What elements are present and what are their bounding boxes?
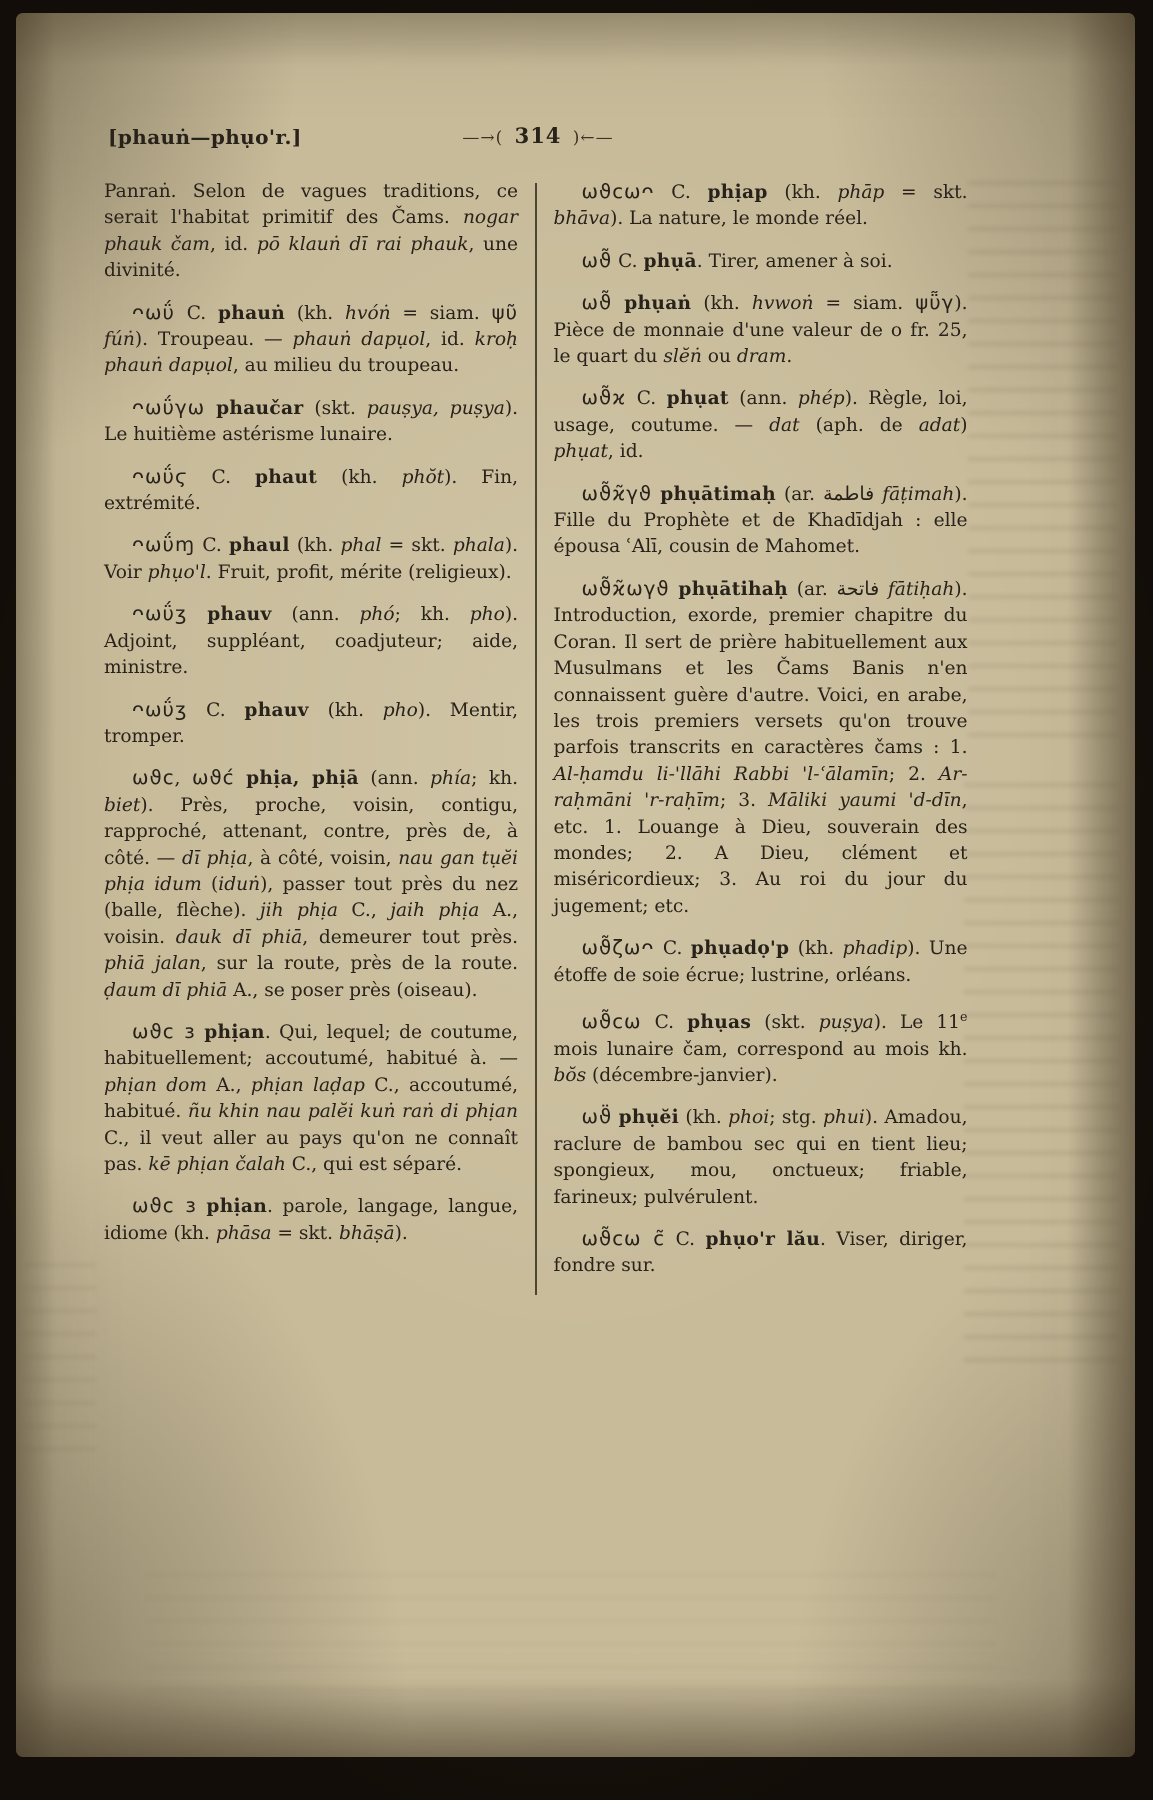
headword: phụātihaḥ bbox=[678, 578, 788, 600]
cham-script: ᴖωΰʒ bbox=[132, 697, 188, 721]
entry-text: phui bbox=[823, 1107, 865, 1129]
dictionary-entry-phiap bbox=[554, 179, 968, 233]
entry-text: (ar. bbox=[775, 483, 824, 505]
entry-text: ). Amadou, raclure de bambou sec qui en tient lieu; spongieux, mou, onctueux; friable, farineux; pulvérulent. bbox=[553, 1107, 968, 1208]
ornament-left-icon: —→( bbox=[462, 128, 504, 148]
entry-text: = siam. bbox=[813, 293, 916, 315]
entry-text: ; kh. bbox=[394, 604, 470, 626]
cham-script: ᴖωΰɱ bbox=[132, 533, 196, 557]
entry-text: C. bbox=[626, 388, 667, 410]
entry-text: (skt. bbox=[751, 1012, 819, 1034]
page-header bbox=[104, 123, 972, 157]
entry-text: ; kh. bbox=[471, 768, 518, 790]
entry-text: ). Une étoffe de soie écrue; lustrine, orléans. bbox=[553, 938, 968, 986]
entry-text: = skt. bbox=[271, 1222, 339, 1244]
entry-text: C., il veut aller au pays qu'on ne connaît pas. bbox=[104, 1127, 518, 1175]
entry-text: (kh. bbox=[308, 699, 383, 721]
bleedthrough-text bbox=[964, 783, 1119, 1363]
entry-text: Māliki yaumi 'd-dīn bbox=[768, 790, 962, 812]
entry-text: adat bbox=[918, 414, 961, 436]
entry-text: , id. bbox=[425, 329, 475, 351]
cham-script: ωϑ̃ϲω ϲ̃ bbox=[581, 1227, 666, 1250]
entry-text: ; stg. bbox=[769, 1107, 824, 1129]
entry-text: C., qui est séparé. bbox=[285, 1154, 463, 1175]
entry-text: jih phịa bbox=[259, 900, 338, 922]
entry-text: (kh. bbox=[285, 302, 345, 324]
cham-script: ωϑ̃ζωᴖ bbox=[581, 936, 655, 960]
bleedthrough-text bbox=[24, 1263, 96, 1463]
entry-text: e bbox=[960, 1008, 968, 1024]
entry-text: , demeurer tout près. bbox=[302, 926, 519, 948]
entry-text: dauk dī phiā bbox=[175, 926, 303, 948]
dictionary-entry-phua bbox=[554, 248, 968, 275]
entry-text bbox=[652, 484, 660, 505]
dictionary-entry-phuatimah bbox=[554, 481, 968, 561]
entry-text: phép bbox=[797, 388, 845, 410]
entry-text: puṣya bbox=[818, 1012, 874, 1034]
dictionary-entry-phuei bbox=[554, 1104, 968, 1211]
entry-text bbox=[187, 604, 207, 625]
entry-text: C. bbox=[654, 938, 691, 960]
dictionary-entry-phuan bbox=[554, 290, 968, 370]
cham-script: ωϑϲ ɜ bbox=[132, 1194, 197, 1218]
entry-text: C. bbox=[174, 302, 218, 324]
cham-script: ωϑ̃ϰ̃ωγϑ bbox=[581, 576, 670, 600]
entry-text: ). Mentir, tromper. bbox=[104, 699, 518, 747]
entry-text: dat bbox=[769, 414, 800, 436]
entry-text: (kh. bbox=[679, 1107, 729, 1129]
entry-range: [phauṅ—phụo'r.] bbox=[108, 125, 302, 149]
entry-text: (ann. bbox=[728, 388, 798, 410]
entry-text: , etc. 1. Louange à Dieu, souverain des mondes; 2. A Dieu, clément et miséricordieux; 3. Au roi du jour du jugement; etc. bbox=[553, 790, 968, 917]
entry-text bbox=[235, 768, 247, 789]
entry-text: , id. bbox=[209, 233, 257, 255]
entry-text: ). Près, proche, voisin, contigu, rapproché, attenant, contre, près de, à côté. — bbox=[104, 794, 518, 869]
arabic-script: فاتحة bbox=[836, 577, 880, 600]
cham-script: ᴖωΰ bbox=[132, 300, 175, 324]
entry-text: ḍaum dī phiā bbox=[104, 979, 228, 1001]
headword: phịa, phịā bbox=[246, 768, 359, 790]
headword: phụo'r lău bbox=[705, 1229, 821, 1250]
entry-text: A., se poser près (oiseau). bbox=[227, 979, 478, 1001]
entry-text: phauṅ dapụol bbox=[292, 329, 426, 351]
entry-text: . parole, langage, langue, idiome (kh. bbox=[104, 1196, 519, 1244]
cham-script: ωϑ̃ϰ̃γϑ bbox=[581, 481, 653, 505]
entry-text: . Fruit, profit, mérite (religieux). bbox=[205, 561, 512, 583]
dictionary-entry-phaut bbox=[104, 464, 518, 518]
arabic-script: فاطمة bbox=[823, 482, 875, 505]
headword: phịan bbox=[204, 1021, 265, 1043]
dictionary-entry-phian-parole bbox=[104, 1193, 518, 1247]
entry-text: ). Fille du Prophète et de Khadīdjah : elle épousa ʿAlī, cousin de Mahomet. bbox=[553, 483, 968, 558]
entry-text: C. bbox=[187, 466, 255, 488]
cham-script: ωϑϲωᴖ bbox=[581, 180, 655, 203]
entry-text: (aph. de bbox=[799, 414, 919, 436]
entry-text: ). Le huitième astérisme lunaire. bbox=[104, 397, 518, 446]
entry-text: ; 2. bbox=[888, 763, 939, 785]
entry-text: pho bbox=[469, 604, 505, 626]
headword: phauv bbox=[244, 699, 309, 721]
cham-script: ψῦ bbox=[491, 300, 518, 324]
dictionary-entry-phuadop bbox=[554, 935, 968, 989]
entry-text: ). La nature, le monde réel. bbox=[610, 208, 868, 230]
entry-text: ). Voir bbox=[104, 535, 518, 583]
entry-text: bŏs bbox=[553, 1064, 587, 1086]
headword: phụadọ'p bbox=[690, 938, 790, 960]
entry-text: nogar phauk čam bbox=[104, 207, 518, 255]
entry-text: pho bbox=[382, 699, 418, 721]
entry-text: slĕṅ bbox=[663, 346, 702, 368]
entry-text: phụat bbox=[553, 441, 608, 463]
entry-text: phịan dom bbox=[104, 1074, 207, 1096]
headword: phụat bbox=[666, 388, 729, 410]
dictionary-entry-phuatihah bbox=[554, 576, 968, 920]
entry-text: bhāva bbox=[553, 208, 611, 230]
entry-text: pauṣya, puṣya bbox=[366, 397, 505, 419]
entry-text: . bbox=[786, 346, 793, 368]
entry-text: jaih phịa bbox=[390, 900, 480, 922]
entry-text: ). Introduction, exorde, premier chapitre du Coran. Il sert de prière habituellement aux Musulmans et les Čams Banis n'en connaissent guère d'autre. Voici, en arabe, les trois premiers versets qu'on trouve parfois transcrits en caractères čams : 1. bbox=[553, 578, 968, 759]
entry-text: ), passer tout près du nez (balle, flèche). bbox=[104, 873, 518, 922]
cham-script: ᴖωΰγω bbox=[132, 395, 206, 419]
dictionary-entry-phaun bbox=[104, 300, 518, 380]
entry-text: fāṭimah bbox=[882, 483, 955, 505]
headword: phaul bbox=[229, 535, 290, 557]
entry-text: bhāṣā bbox=[338, 1222, 395, 1244]
right-column bbox=[554, 179, 968, 1295]
entry-text: dī phịa bbox=[181, 847, 248, 869]
entry-text: C. bbox=[187, 699, 245, 721]
book-page bbox=[16, 13, 1135, 1757]
entry-text: , au milieu du troupeau. bbox=[232, 355, 460, 377]
entry-text: phiā jalan bbox=[104, 953, 201, 975]
entry-text: ). Le 11 bbox=[873, 1012, 961, 1034]
entry-text: ). Troupeau. — bbox=[134, 329, 293, 351]
entry-text: ). Adjoint, suppléant, coadjuteur; aide, ministre. bbox=[104, 604, 518, 679]
dictionary-entry-phian-qui bbox=[104, 1019, 518, 1178]
cham-script: ᴖωΰϛ bbox=[132, 464, 188, 488]
cham-script: ωϑ̃ϲω bbox=[581, 1010, 642, 1034]
headword: phauv bbox=[207, 604, 272, 626]
entry-text: (kh. bbox=[789, 938, 843, 960]
entry-text: , une divinité. bbox=[104, 233, 518, 282]
entry-text bbox=[197, 1196, 207, 1217]
entry-text: = siam. bbox=[390, 302, 492, 324]
entry-text bbox=[612, 293, 624, 314]
entry-text: phó bbox=[359, 604, 395, 626]
entry-text: phụo'l bbox=[147, 561, 206, 583]
headword: phụĕi bbox=[618, 1107, 680, 1129]
page-number: 314 bbox=[514, 123, 562, 148]
entry-text: , bbox=[174, 768, 192, 790]
entry-text: phāsa bbox=[215, 1222, 272, 1244]
entry-text: (kh. bbox=[691, 293, 752, 315]
entry-text: ). Fin, extrémité. bbox=[104, 466, 518, 515]
cham-script: ωϑ̃ϰ bbox=[581, 386, 627, 410]
headword: phaučar bbox=[216, 397, 304, 419]
entry-text: . Viser, diriger, fondre sur. bbox=[553, 1229, 968, 1277]
cham-script: ωϑ̃ bbox=[581, 248, 613, 272]
entry-text: = skt. bbox=[381, 535, 453, 557]
entry-text: phadip bbox=[842, 938, 908, 960]
entry-text: ). Pièce de monnaie d'une valeur de o fr. 25, le quart du bbox=[553, 293, 968, 368]
headword: phụas bbox=[687, 1012, 752, 1034]
cham-script: ᴖωΰʒ bbox=[132, 602, 188, 626]
entry-text bbox=[879, 579, 888, 600]
entry-text: . Tirer, amener à soi. bbox=[696, 250, 893, 272]
entry-text: (ann. bbox=[358, 768, 431, 790]
entry-text: , id. bbox=[607, 441, 644, 463]
entry-text: hvóṅ bbox=[344, 302, 391, 324]
entry-text: iduṅ bbox=[218, 873, 261, 895]
text-columns bbox=[104, 179, 972, 1295]
entry-text: biet bbox=[104, 794, 141, 816]
headword: phụaṅ bbox=[624, 293, 692, 315]
dictionary-entry-phaul bbox=[104, 532, 518, 586]
entry-text: mois lunaire čam, correspond au mois kh. bbox=[553, 1038, 968, 1060]
cham-script: ωϑϲ́ bbox=[191, 766, 235, 790]
entry-text: phala bbox=[452, 535, 505, 557]
entry-text: A., bbox=[206, 1074, 251, 1096]
bleedthrough-text bbox=[146, 1573, 996, 1703]
left-column bbox=[104, 179, 518, 1295]
bleedthrough-text bbox=[968, 181, 1118, 741]
entry-text: . Qui, lequel; de coutume, habituellement; accoutumé, habitué à. — bbox=[104, 1021, 519, 1070]
cham-script: ψῧγ bbox=[915, 291, 955, 315]
ornament-right-icon: )←— bbox=[572, 128, 614, 148]
printed-area bbox=[104, 123, 972, 1295]
dictionary-entry-panran-continuation bbox=[104, 179, 518, 285]
dictionary-entry-phuas bbox=[554, 1004, 968, 1089]
column-divider bbox=[535, 183, 537, 1295]
entry-text: A., voisin. bbox=[104, 900, 518, 948]
cham-script: ωϑ̈ bbox=[581, 1105, 613, 1129]
entry-text: phịan laḍap bbox=[250, 1074, 365, 1096]
entry-text: C. bbox=[641, 1012, 688, 1034]
entry-text bbox=[205, 398, 216, 419]
entry-text: dram bbox=[736, 346, 787, 368]
entry-text bbox=[196, 1022, 204, 1043]
dictionary-entry-phuor-lau bbox=[554, 1226, 968, 1280]
headword: phaut bbox=[254, 466, 318, 488]
entry-text: ; 3. bbox=[719, 790, 769, 812]
dictionary-entry-phuat bbox=[554, 385, 968, 465]
entry-text: C. bbox=[612, 250, 644, 272]
cham-script: ωϑϲ ɜ bbox=[132, 1019, 196, 1043]
entry-text: (ar. bbox=[787, 578, 837, 600]
headword: phịan bbox=[206, 1196, 268, 1218]
entry-text: C. bbox=[665, 1229, 706, 1250]
entry-text: fúṅ bbox=[104, 329, 135, 351]
cham-script: ωϑϲ bbox=[132, 766, 175, 790]
entry-text: phāp bbox=[837, 182, 885, 203]
entry-text: phía bbox=[430, 768, 472, 790]
dictionary-entry-phauv-adjoint bbox=[104, 601, 518, 681]
entry-text: (kh. bbox=[289, 535, 341, 557]
entry-text: pō klauṅ dī rai phauk bbox=[256, 233, 469, 255]
entry-text: (kh. bbox=[317, 466, 402, 488]
entry-text: , à côté, voisin, bbox=[247, 847, 399, 869]
entry-text: C., bbox=[337, 900, 391, 922]
entry-text: fātiḥah bbox=[887, 578, 955, 600]
headword: phụātimaḥ bbox=[660, 483, 776, 505]
headword: phauṅ bbox=[217, 302, 286, 324]
entry-text: C. bbox=[654, 182, 708, 203]
entry-text: Ar-raḥmāni 'r-raḥīm bbox=[553, 763, 968, 812]
headword: phụā bbox=[643, 250, 697, 272]
entry-text: phoi bbox=[728, 1107, 770, 1129]
entry-text: (skt. bbox=[303, 397, 367, 419]
entry-text: nau gan tụĕi phịa idum bbox=[104, 847, 518, 895]
entry-text: ). bbox=[394, 1222, 408, 1244]
entry-text: C. bbox=[195, 535, 230, 557]
entry-text: (décembre-janvier). bbox=[586, 1064, 778, 1086]
entry-text: phŏt bbox=[401, 466, 445, 488]
entry-text: C., accoutumé, habitué. bbox=[104, 1074, 519, 1123]
entry-text: phal bbox=[340, 535, 382, 557]
entry-text: Panraṅ. Selon de vagues traditions, ce serait l'habitat primitif des Čams. bbox=[104, 181, 518, 229]
dictionary-entry-phauv-mentir bbox=[104, 697, 518, 751]
entry-text: hvwoṅ bbox=[751, 293, 814, 315]
entry-text: kroḥ phauṅ dapụol bbox=[104, 329, 518, 377]
entry-text: ( bbox=[201, 873, 219, 895]
entry-text: = skt. bbox=[884, 182, 968, 203]
entry-text: ñu khin nau palĕi kuṅ raṅ di phịan bbox=[187, 1101, 518, 1123]
entry-text: , sur la route, près de la route. bbox=[200, 953, 518, 975]
dictionary-entry-phaucar bbox=[104, 395, 518, 449]
entry-text: kē phịan čalah bbox=[148, 1154, 286, 1175]
dictionary-entry-phia bbox=[104, 765, 518, 1004]
entry-text: ou bbox=[701, 346, 737, 368]
entry-text: ). Règle, loi, usage, coutume. — bbox=[553, 388, 968, 436]
entry-text: (ann. bbox=[271, 604, 360, 626]
cham-script: ωϑ̃ bbox=[581, 291, 613, 315]
headword: phịap bbox=[707, 182, 768, 203]
entry-text: (kh. bbox=[767, 182, 838, 203]
entry-text: Al-ḥamdu li-'llāhi Rabbi 'l-ʿālamīn bbox=[553, 763, 889, 785]
entry-text: ) bbox=[960, 414, 968, 436]
